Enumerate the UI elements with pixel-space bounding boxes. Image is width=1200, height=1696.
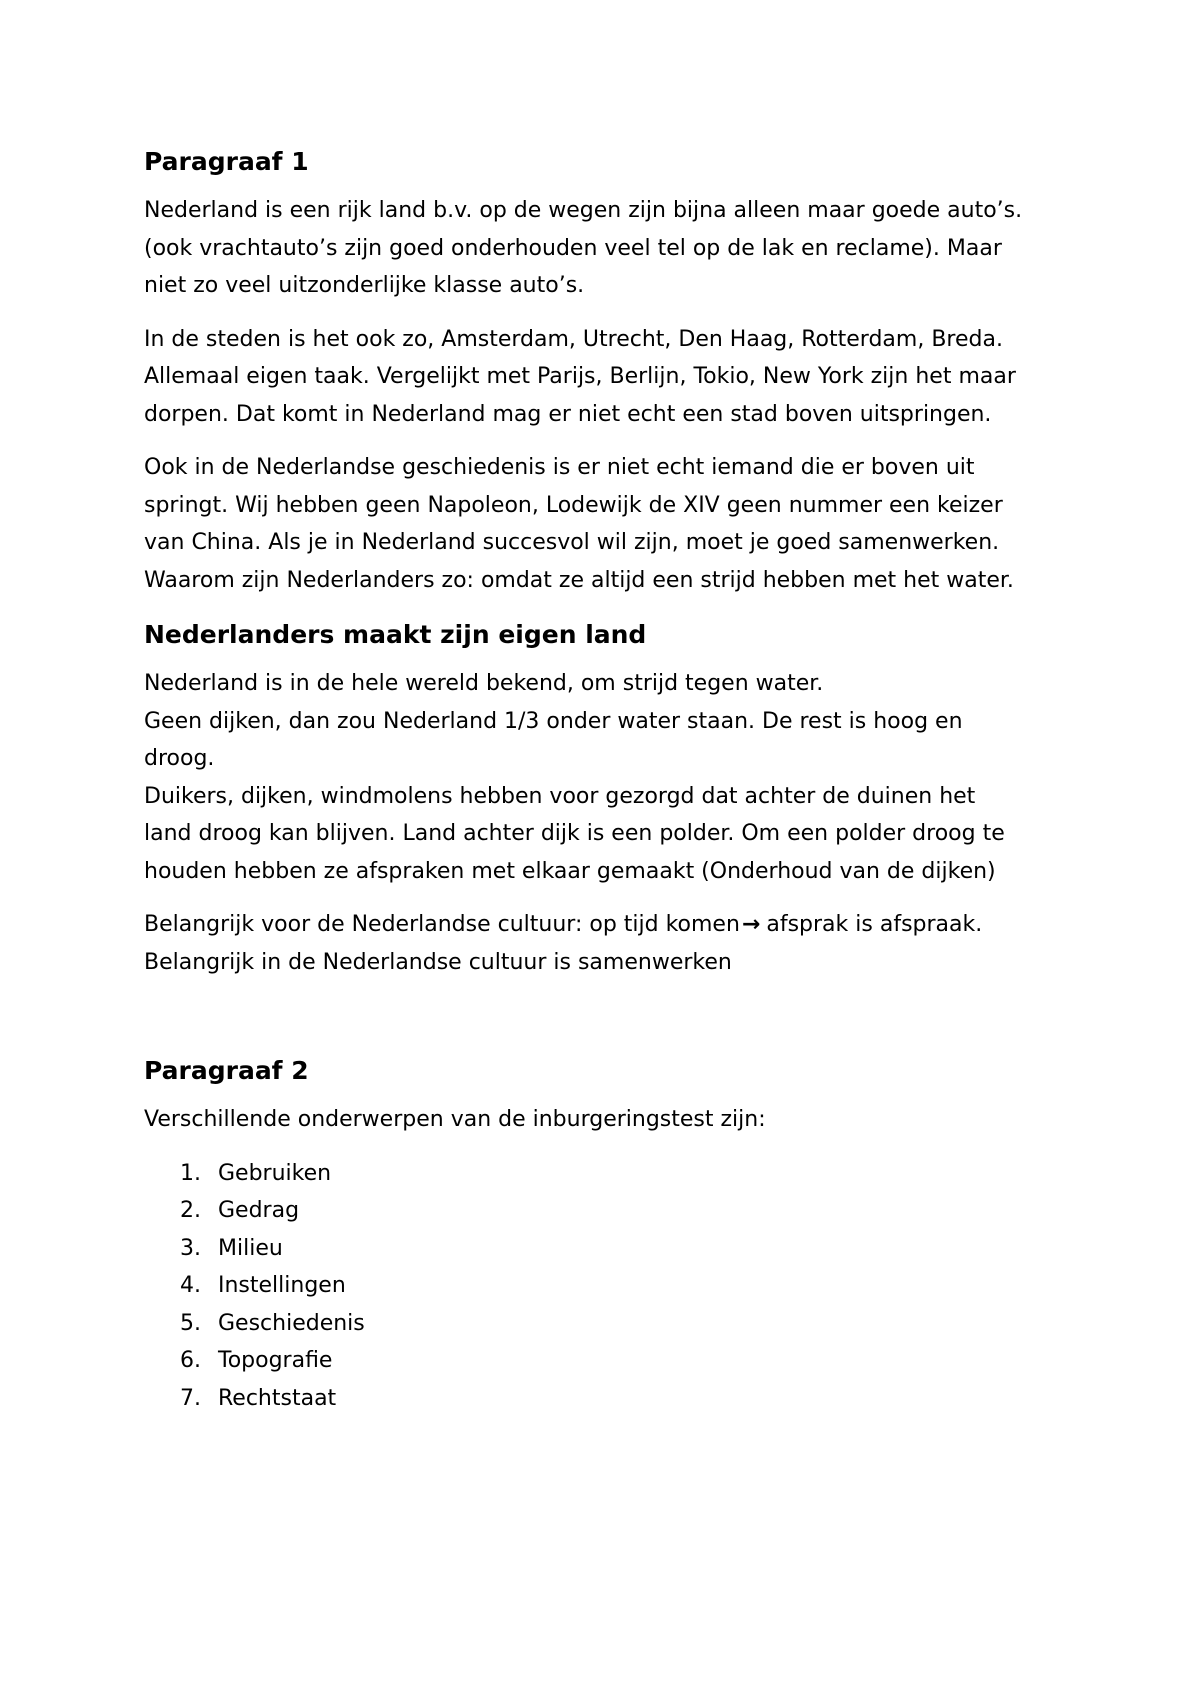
paragraph-intro: Verschillende onderwerpen van de inburgeringstest zijn:: [144, 1107, 766, 1132]
heading-eigen-land: Nederlanders maakt zijn eigen land: [144, 620, 647, 649]
text-line: Ook in de Nederlandse geschiedenis is er niet echt iemand die er boven uit: [144, 455, 975, 480]
text-line: [144, 906, 1074, 944]
document-page: [144, 142, 1074, 1417]
list-number: 4.: [180, 1273, 201, 1298]
text-line: van China. Als je in Nederland succesvol wil zijn, moet je goed samenwerken.: [144, 530, 1000, 555]
list-label: Gebruiken: [218, 1160, 332, 1186]
list-item: [180, 1305, 1074, 1343]
list-item: [180, 1155, 1074, 1193]
list-label: Gedrag: [218, 1198, 300, 1223]
list-item: [180, 1380, 1074, 1418]
list-label: Topografie: [218, 1348, 333, 1373]
list-label: Instellingen: [218, 1273, 346, 1298]
text-line: In de steden is het ook zo, Amsterdam, Utrecht, Den Haag, Rotterdam, Breda.: [144, 326, 1003, 352]
list-number: 3.: [180, 1235, 201, 1261]
text-line: droog.: [144, 746, 215, 771]
paragraph-cultuur: [144, 906, 1074, 981]
text-line: Waarom zijn Nederlanders zo: omdat ze altijd een strijd hebben met het water.: [144, 567, 1014, 593]
list-number: 5.: [180, 1310, 201, 1336]
arrow-right-icon: →: [741, 912, 761, 937]
list-label: Rechtstaat: [218, 1385, 337, 1411]
text-fragment: afsprak is afspraak.: [766, 912, 983, 937]
list-number: 6.: [180, 1348, 201, 1373]
list-label: Geschiedenis: [218, 1310, 365, 1336]
text-line: springt. Wij hebben geen Napoleon, Lodewijk de XIV geen nummer een keizer: [144, 492, 1003, 518]
topics-list: [144, 1155, 1074, 1418]
text-line: Allemaal eigen taak. Vergelijkt met Parijs, Berlijn, Tokio, New York zijn het maar: [144, 364, 1016, 389]
text-line: niet zo veel uitzonderlijke klasse auto’s.: [144, 273, 585, 298]
text-line: (ook vrachtauto’s zijn goed onderhouden veel tel op de lak en reclame). Maar: [144, 235, 1002, 261]
text-line: Duikers, dijken, windmolens hebben voor gezorgd dat achter de duinen het: [144, 783, 976, 809]
list-label: Milieu: [218, 1235, 283, 1261]
heading-paragraaf-2: Paragraaf 2: [144, 1056, 309, 1085]
text-line: dorpen. Dat komt in Nederland mag er niet echt een stad boven uitspringen.: [144, 401, 992, 427]
paragraph-strijd-water: [144, 665, 1074, 890]
list-item: [180, 1267, 1074, 1305]
paragraph-steden: [144, 321, 1074, 434]
text-line: Belangrijk in de Nederlandse cultuur is samenwerken: [144, 949, 732, 975]
heading-paragraaf-1: Paragraaf 1: [144, 147, 309, 176]
text-line: land droog kan blijven. Land achter dijk is een polder. Om een polder droog te: [144, 821, 1005, 846]
list-number: 2.: [180, 1198, 201, 1223]
text-line: Nederland is een rijk land b.v. op de wegen zijn bijna alleen maar goede auto’s.: [144, 198, 1023, 223]
list-number: 7.: [180, 1385, 201, 1411]
text-line: Nederland is in de hele wereld bekend, om strijd tegen water.: [144, 671, 824, 696]
list-item: [180, 1342, 1074, 1380]
spacer: [144, 997, 1074, 1051]
text-line: Geen dijken, dan zou Nederland 1/3 onder water staan. De rest is hoog en: [144, 708, 963, 734]
text-fragment: Belangrijk voor de Nederlandse cultuur: op tijd komen: [144, 912, 740, 937]
list-item: [180, 1192, 1074, 1230]
list-number: 1.: [180, 1160, 201, 1186]
paragraph-rijk-land: [144, 192, 1074, 305]
list-item: [180, 1230, 1074, 1268]
paragraph-geschiedenis: [144, 449, 1074, 599]
text-line: houden hebben ze afspraken met elkaar gemaakt (Onderhoud van de dijken): [144, 858, 996, 884]
